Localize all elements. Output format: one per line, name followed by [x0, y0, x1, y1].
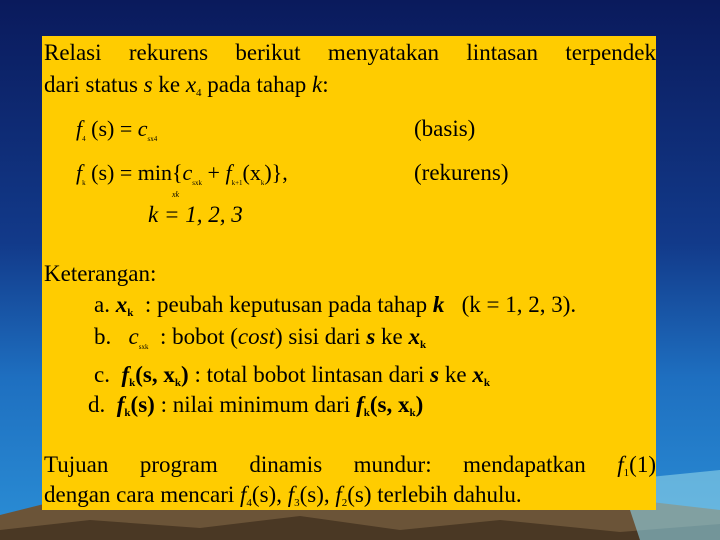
intro-line-2: dari status s ke $x_4$ pada tahap k: — [44, 72, 329, 99]
k-range: k = 1, 2, 3 — [148, 202, 243, 227]
note-b: b. $c_{sxk}$ : bobot (cost) sisi dari s ke $x_k$ — [94, 324, 427, 351]
note-a: a. $x_k$ : peubah keputusan pada tahap k (k = 1, 2, 3). — [94, 292, 577, 319]
min-subscript: xk — [172, 190, 180, 199]
equation-basis: $f_4$ $(s) = c_{sx4}$ — [76, 116, 158, 143]
note-c: c. $f_k(s$, $x_k$) : total bobot lintasan dari s ke $x_k$ — [94, 362, 490, 389]
intro-line-1: Relasi rekurens berikut menyatakan lintasan terpendek — [44, 40, 656, 65]
equation-recurrence: $f_k$ $(s) = \min\{c_{sxk} + f_{k+1}(x_k)\}$, — [76, 160, 288, 187]
conclusion-line-1: Tujuan program dinamis mundur: mendapatkan $f_1(1)$ — [44, 452, 656, 479]
conclusion-line-2: dengan cara mencari $f_4(s)$, $f_3(s)$, $f_2(s)$ terlebih dahulu. — [44, 482, 522, 509]
content-panel — [42, 36, 656, 510]
note-d: d. $f_k(s)$ : nilai minimum dari $f_k(s$, $x_k$) — [88, 392, 424, 419]
notes-heading: Keterangan: — [44, 261, 157, 286]
label-basis: (basis) — [414, 116, 476, 141]
label-recurrence: (rekurens) — [414, 160, 509, 185]
